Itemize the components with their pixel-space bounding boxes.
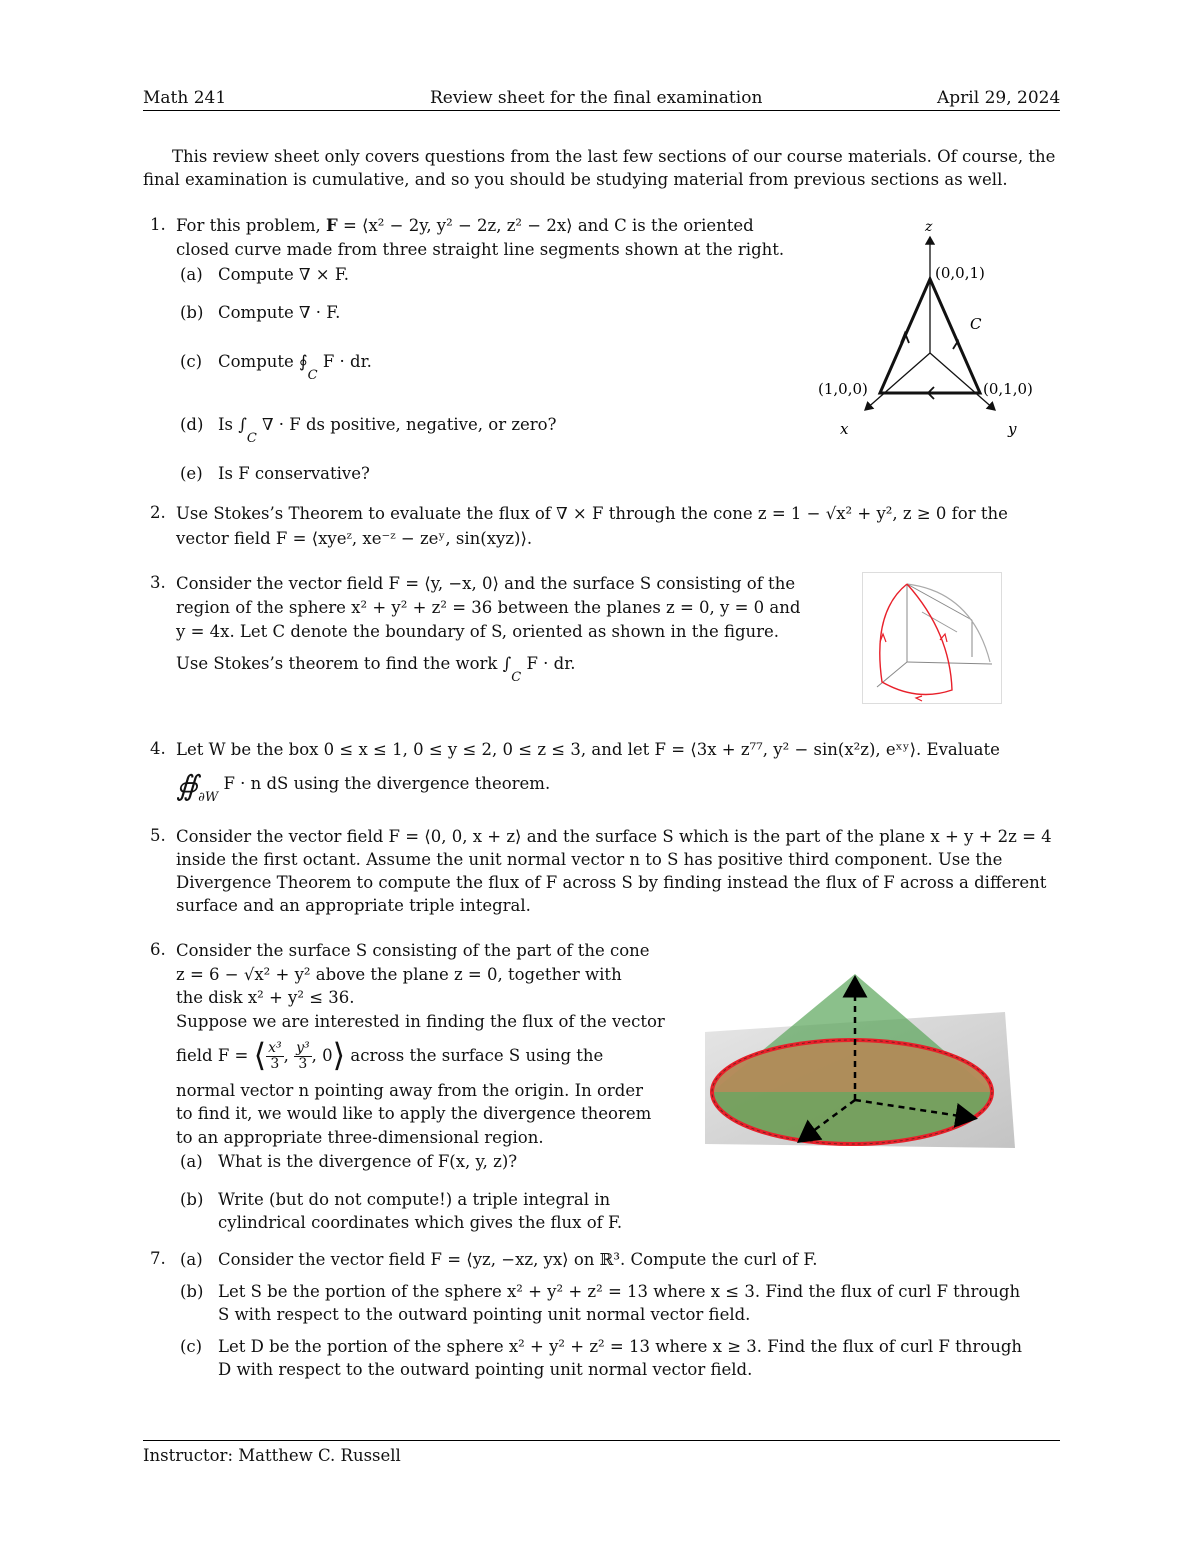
label-x: x [840,420,849,438]
problem-6-number: 6. [150,940,166,959]
p1-e-text: Is F conservative? [218,464,370,483]
problem-6-line-1: Consider the surface S consisting of the part of the cone [176,941,650,960]
p7-a-label: (a) [180,1250,203,1269]
problem-3-line-1: Consider the vector field F = ⟨y, −x, 0⟩ and the surface S consisting of the [176,574,796,593]
p6-frac1-n: x³ [268,1040,282,1056]
p1-d-int: Is ∫ [218,415,247,434]
label-001: (0,0,1) [935,264,985,282]
problem-1-line-2: closed curve made from three straight line segments shown at the right. [176,240,785,259]
problem-3-number: 3. [150,573,166,592]
p7-b-text-1: Let S be the portion of the sphere x² + y² + z² = 13 where x ≤ 3. Find the flux of curl F through [218,1282,1021,1301]
wedge-arrow-2 [916,696,922,701]
problem-2-line-2: vector field F = ⟨xyeᶻ, xe⁻ᶻ − zeʸ, sin(xyz)⟩. [176,529,533,548]
intro-line-2: final examination is cumulative, and so you should be studying material from previous sections as well. [143,170,1008,189]
problem-6-line-4: Suppose we are interested in finding the flux of the vector [176,1012,665,1031]
p6-l5-b: across the surface S using the [350,1046,604,1065]
problem-6-line-8: to an appropriate three-dimensional region. [176,1128,544,1147]
problem-6-line-5: field F = ⟨ $\frac{\text{x³}}{3}$ , $\frac{\text{y³}}{3}$ , 0⟩ across the surface S using the [176,1036,604,1074]
sphere-outline [907,584,990,662]
p6-b-text-1: Write (but do not compute!) a triple integral in [218,1190,611,1209]
p1-c-text [218,350,372,383]
p1-e-label: (e) [180,464,203,483]
problem-1-number: 1. [150,215,166,234]
figure-sphere-wedge [862,572,1002,704]
p6-frac-2 [294,1041,312,1072]
p1-a-text: Compute ∇ × F. [218,265,349,284]
problem-3-line-4 [176,652,576,685]
figure-triangle-curve [810,215,1060,445]
p3-l4: Use Stokes’s theorem to find the work ∫ [176,654,512,673]
p6-frac2-n: y³ [296,1040,310,1056]
label-C: C [970,315,982,333]
problem-4-line-2 [176,769,551,805]
p6-a-label: (a) [180,1152,203,1171]
p1-d-text [218,413,557,446]
footer-instructor: Instructor: Matthew C. Russell [143,1446,401,1465]
label-z: z [925,219,933,235]
p3-l4-after: F · dr. [526,654,576,673]
arrow-right-edge [953,341,961,351]
problem-6-line-7: to find it, we would like to apply the divergence theorem [176,1104,652,1123]
p7-b-text-2: S with respect to the outward pointing unit normal vector field. [218,1305,751,1324]
p1-l1-F: F [325,216,338,235]
footer-rule [143,1440,1060,1441]
course-label: Math 241 [143,88,227,108]
document-date: April 29, 2024 [937,88,1061,108]
p6-frac1-d: 3 [270,1056,280,1072]
problem-5-number: 5. [150,826,166,845]
p6-a-text: What is the divergence of F(x, y, z)? [218,1152,518,1171]
problem-6-line-3: the disk x² + y² ≤ 36. [176,988,355,1007]
p6-frac2-d: 3 [298,1056,308,1072]
p4-sub: ∂W [198,790,219,805]
p4-int: ∯ [176,769,199,802]
problem-3-line-3: y = 4x. Let C denote the boundary of S, oriented as shown in the figure. [176,622,780,641]
p7-b-label: (b) [180,1282,204,1301]
problem-7-number: 7. [150,1249,166,1268]
problem-1-line-1 [176,214,754,238]
x-axis [865,353,930,410]
p6-b-label: (b) [180,1190,204,1209]
figure-cone [705,968,1015,1158]
p6-b-text-2: cylindrical coordinates which gives the flux of F. [218,1213,623,1232]
p1-c-int: Compute ∮ [218,352,308,371]
p1-l1-b: = ⟨x² − 2y, y² − 2z, z² − 2x⟩ and C is the oriented [337,216,754,235]
p1-c-label: (c) [180,352,203,371]
p1-b-text: Compute ∇ · F. [218,303,341,322]
problem-4-line-1: Let W be the box 0 ≤ x ≤ 1, 0 ≤ y ≤ 2, 0 ≤ z ≤ 3, and let F = ⟨3x + z⁷⁷, y² − sin(x²z), eˣʸ⟩. Evaluate [176,740,1000,759]
p1-a-label: (a) [180,265,203,284]
p1-d-after: ∇ · F ds positive, negative, or zero? [262,415,557,434]
wedge-arrow-3 [940,634,947,642]
p6-l5-a: field F = [176,1046,254,1065]
problem-2-number: 2. [150,503,166,522]
p1-c-sub: C [307,368,318,383]
label-y: y [1008,420,1017,438]
p1-d-label: (d) [180,415,204,434]
p4-l2: F · n dS using the divergence theorem. [223,774,551,793]
problem-5-line-4: surface and an appropriate triple integral. [176,896,531,915]
problem-2-line-1: Use Stokes’s Theorem to evaluate the flux of ∇ × F through the cone z = 1 − √x² + y², z ≥ 0 for the [176,504,1008,523]
p1-b-label: (b) [180,303,204,322]
problem-5-line-1: Consider the vector field F = ⟨0, 0, x + z⟩ and the surface S which is the part of the plane x + y + 2z = 4 [176,827,1052,846]
header-rule [143,110,1060,111]
problem-5-line-2: inside the first octant. Assume the unit normal vector n to S has positive third component. Use the [176,850,1003,869]
problem-3-line-2: region of the sphere x² + y² + z² = 36 between the planes z = 0, y = 0 and [176,598,801,617]
problem-4-number: 4. [150,739,166,758]
p3-l4-sub: C [511,670,522,685]
problem-6-line-6: normal vector n pointing away from the origin. In order [176,1081,644,1100]
intro-line-1: This review sheet only covers questions from the last few sections of our course materials. Of course, the [172,147,1056,166]
wedge-edge-1 [907,584,972,620]
p7-c-text-1: Let D be the portion of the sphere x² + y² + z² = 13 where x ≥ 3. Find the flux of curl F through [218,1337,1023,1356]
p1-d-sub: C [246,431,257,446]
problem-5-line-3: Divergence Theorem to compute the flux of F across S by finding instead the flux of F across a different [176,873,1047,892]
problem-6-line-2: z = 6 − √x² + y² above the plane z = 0, together with [176,965,622,984]
label-010: (0,1,0) [983,380,1033,398]
p6-frac-1 [266,1041,284,1072]
p1-l1-a: For this problem, [176,216,326,235]
wedge-edge-3 [922,612,957,632]
p7-c-text-2: D with respect to the outward pointing unit normal vector field. [218,1360,753,1379]
p7-c-label: (c) [180,1337,203,1356]
document-title: Review sheet for the final examination [430,88,763,108]
label-100: (1,0,0) [818,380,868,398]
p1-c-after: F · dr. [322,352,372,371]
p7-a-text: Consider the vector field F = ⟨yz, −xz, yx⟩ on ℝ³. Compute the curl of F. [218,1250,818,1269]
